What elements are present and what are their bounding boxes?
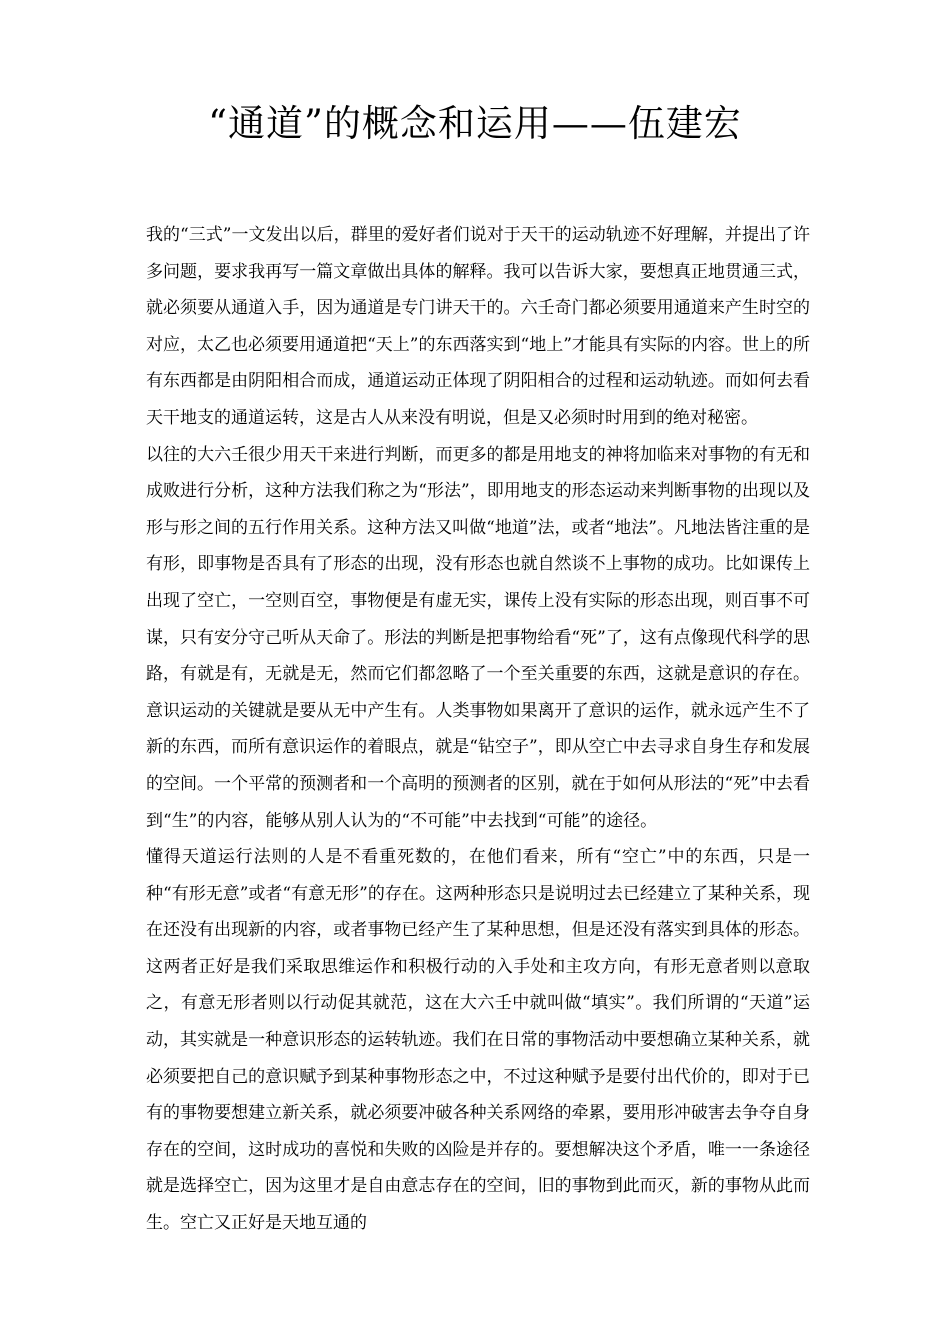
document-body [146,217,810,1242]
document-title: “通道”的概念和运用——伍建宏 [208,102,742,145]
paragraph-3: 懂得天道运行法则的人是不看重死数的，在他们看来，所有“空亡”中的东西，只是一种“有形无意”或者“有意无形”的存在。这两种形态只是说明过去已经建立了某种关系，现在还没有出现新的内容，或者事物已经产生了某种思想，但是还没有落实到具体的形态。这两者正好是我们采取思维运作和积极行动的入手处和主攻方向，有形无意者则以意取之，有意无形者则以行动促其就范，这在大六壬中就叫做“填实”。我们所谓的“天道”运动，其实就是一种意识形态的运转轨迹。我们在日常的事物活动中要想确立某种关系，就必须要把自己的意识赋予到某种事物形态之中，不过这种赋予是要付出代价的，即对于已有的事物要想建立新关系，就必须要冲破各种关系网络的牵累，要用形冲破害去争夺自身存在的空间，这时成功的喜悦和失败的凶险是并存的。要想解决这个矛盾，唯一一条途径就是选择空亡，因为这里才是自由意志存在的空间，旧的事物到此而灭，新的事物从此而生。空亡又正好是天地互通的 [146,847,810,1234]
paragraph-1: 我的“三式”一文发出以后，群里的爱好者们说对于天干的运动轨迹不好理解，并提出了许多问题，要求我再写一篇文章做出具体的解释。我可以告诉大家，要想真正地贯通三式，就必须要从通道入手，因为通道是专门讲天干的。六壬奇门都必须要用通道来产生时空的对应，太乙也必须要用通道把“天上”的东西落实到“地上”才能具有实际的内容。世上的所有东西都是由阴阳相合而成，通道运动正体现了阴阳相合的过程和运动轨迹。而如何去看天干地支的通道运转，这是古人从来没有明说，但是又必须时时用到的绝对秘密。 [146,225,810,428]
paragraph-2: 以往的大六壬很少用天干来进行判断，而更多的都是用地支的神将加临来对事物的有无和成败进行分析，这种方法我们称之为“形法”，即用地支的形态运动来判断事物的出现以及形与形之间的五行作用关系。这种方法又叫做“地道”法，或者“地法”。凡地法皆注重的是有形，即事物是否具有了形态的出现，没有形态也就自然谈不上事物的成功。比如课传上出现了空亡，一空则百空，事物便是有虚无实，课传上没有实际的形态出现，则百事不可谋，只有安分守己听从天命了。形法的判断是把事物给看“死”了，这有点像现代科学的思路，有就是有，无就是无，然而它们都忽略了一个至关重要的东西，这就是意识的存在。意识运动的关键就是要从无中产生有。人类事物如果离开了意识的运作，就永远产生不了新的东西，而所有意识运作的着眼点，就是“钻空子”，即从空亡中去寻求自身生存和发展的空间。一个平常的预测者和一个高明的预测者的区别，就在于如何从形法的“死”中去看到“生”的内容，能够从别人认为的“不可能”中去找到“可能”的途径。 [146,444,810,831]
